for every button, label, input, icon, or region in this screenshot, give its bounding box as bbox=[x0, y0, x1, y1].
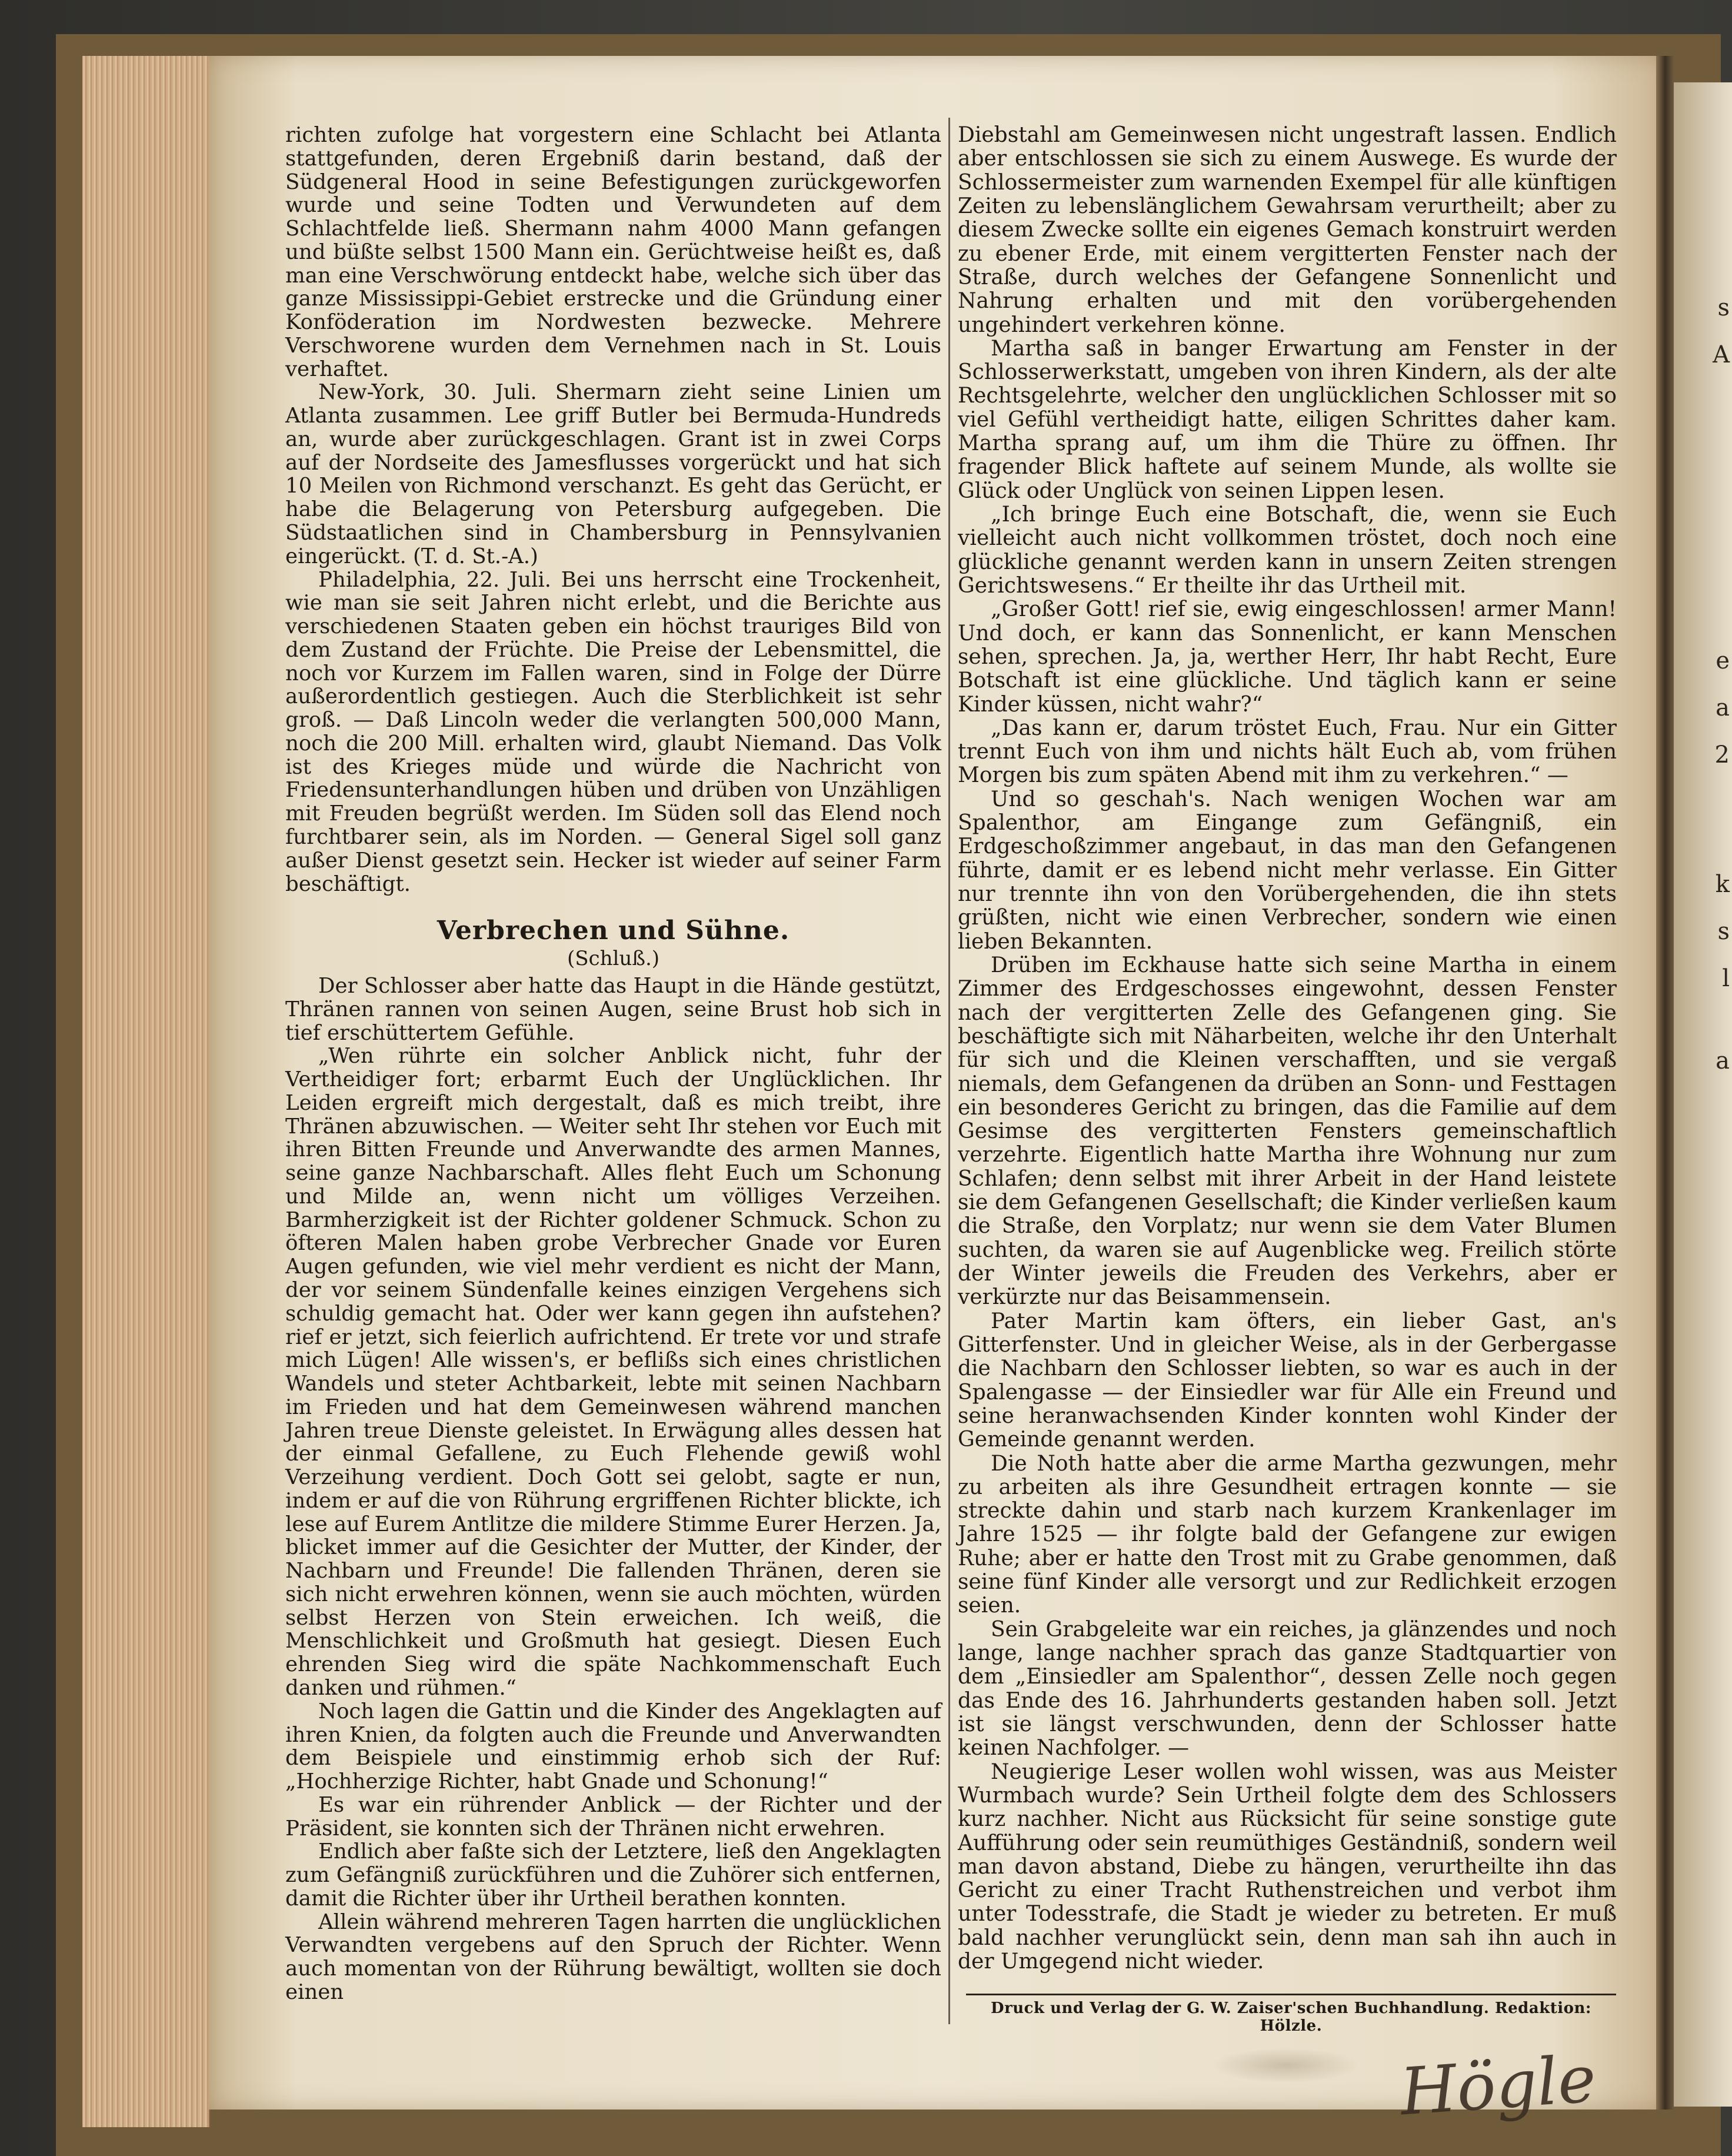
column-divider bbox=[948, 118, 950, 2024]
paragraph: New-York, 30. Juli. Shermarn zieht seine Linien um Atlanta zusammen. Lee griff Butler bei Bermuda-Hundreds an, wurde aber zurückgeschlagen. Grant ist in zwei Corps auf der Nordseite des Jamesflusses vorgerückt und hat sich 10 Meilen von Richmond verschanzt. Es geht das Gerücht, er habe die Belagerung von Petersburg aufgegeben. Die Südstaatlichen sind in Chambersburg in Pennsylvanien eingerückt. (T. d. St.-A.) bbox=[285, 380, 941, 568]
next-page-fragment: A bbox=[1713, 341, 1730, 368]
article-subheading: (Schluß.) bbox=[567, 947, 660, 971]
paragraph: Neugierige Leser wollen wohl wissen, was aus Meister Wurmbach wurde? Sein Urtheil folgte dem des Schlossers kurz nachher. Nicht aus Rücksicht für seine sonstige gute Aufführung oder sein reumüthiges Geständniß, sondern weil man davon abstand, Diebe zu hängen, verurtheilte ihn das Gericht zu einer Tracht Ruthenstreichen und verbot ihm unter Todesstrafe, die Stadt je wieder zu betreten. Er muß bald nachher verunglückt sein, denn man sah ihn auch in der Umgegend nicht wieder. bbox=[958, 1759, 1617, 1974]
paragraph: Es war ein rührender Anblick — der Richter und der Präsident, sie konnten sich der Thränen nicht erwehren. bbox=[285, 1792, 941, 1841]
next-page-fragment: a bbox=[1716, 694, 1730, 721]
paragraph: Drüben im Eckhause hatte sich seine Martha in einem Zimmer des Erdgeschosses eingewohnt, dessen Fenster nach der vergitterten Zelle des Gefangenen ging. Sie beschäftigte sich mit Näharbeiten, welche ihr den Unterhalt für sich und die Kleinen verschafften, und sie vergaß niemals, dem Gefangenen da drüben an Sonn- und Festtagen ein besonderes Gericht zu bringen, das die Familie auf dem Gesimse des vergitterten Fensters gemeinschaftlich verzehrte. Eigentlich hatte Martha ihre Wohnung nur zum Schlafen; denn selbst mit ihrer Arbeit in der Hand leistete sie dem Gefangenen Gesellschaft; die Kinder verließen kaum die Straße, den Vorplatz; nur wenn sie dem Vater Blumen suchten, da waren sie auf Augenblicke weg. Freilich störte der Winter jeweils die Freuden des Verkehrs, aber er verkürzte nur das Beisammensein. bbox=[958, 953, 1617, 1310]
paragraph: Pater Martin kam öfters, ein lieber Gast, an's Gitterfenster. Und in gleicher Weise, als in der Gerbergasse die Nachbarn den Schlosser liebten, so war es auch in der Spalengasse — der Einsiedler war für Alle ein Freund und seine heranwachsenden Kinder konnten wohl Kinder der Gemeinde genannt werden. bbox=[958, 1309, 1617, 1452]
paragraph: Der Schlosser aber hatte das Haupt in die Hände gestützt, Thränen rannen von seinen Augen, seine Brust hob sich in tief erschüttertem Gefühle. bbox=[285, 974, 941, 1045]
paragraph: „Wen rührte ein solcher Anblick nicht, fuhr der Vertheidiger fort; erbarmt Euch der Unglücklichen. Ihr Leiden ergreift mich dergestalt, daß es mich treibt, ihre Thränen abzuwischen. — Weiter seht Ihr stehen vor Euch mit ihren Bitten Freunde und Anverwandte des armen Mannes, seine ganze Nachbarschaft. Alles fleht Euch um Schonung und Milde an, wenn nicht um völliges Verzeihen. Barmherzigkeit ist der Richter goldener Schmuck. Schon zu öfteren Malen haben grobe Verbrecher Gnade vor Euren Augen gefunden, wie viel mehr verdient es nicht der Mann, der vor seinem Sündenfalle keines einzigen Vergehens sich schuldig gemacht hat. Oder wer kann gegen ihn aufstehen? rief er jetzt, sich feierlich aufrichtend. Er trete vor und strafe mich Lügen! Alle wissen's, er beflißs sich eines christlichen Wandels und steter Achtbarkeit, lebte mit seinen Nachbarn im Frieden und hat dem Gemeinwesen während manchen Jahren treue Dienste geleistet. In Erwägung alles dessen hat der einmal Gefallene, zu Euch Flehende gewiß wohl Verzeihung verdient. Doch Gott sei gelobt, sagte er nun, indem er auf die von Rührung ergriffenen Richter blickte, ich lese auf Eurem Antlitze die mildere Stimme Eurer Herzen. Ja, blicket immer auf die Gesichter der Mutter, der Kinder, der Nachbarn und Freunde! Die fallenden Thränen, deren sie sich nicht erwehren können, wenn sie auch möchten, würden selbst Herzen von Stein erweichen. Ich weiß, die Menschlichkeit und Großmuth hat gesiegt. Diesen Euch ehrenden Sieg wird die späte Nachkommenschaft Euch danken und rühmen.“ bbox=[285, 1044, 941, 1700]
next-page-edge bbox=[1674, 82, 1732, 2107]
paragraph: Martha saß in banger Erwartung am Fenster in der Schlosserwerkstatt, umgeben von ihren Kindern, als der alte Rechtsgelehrte, welcher den unglücklichen Schlosser mit so viel Gefühl vertheidigt hatte, eiligen Schrittes daher kam. Martha sprang auf, um ihm die Thüre zu öffnen. Ihr fragender Blick haftete auf seinem Munde, als wollte sie Glück oder Unglück von seinen Lippen lesen. bbox=[958, 336, 1617, 503]
next-page-fragment: s bbox=[1717, 918, 1730, 945]
handwritten-signature: Högle bbox=[1397, 2041, 1598, 2130]
paragraph: Diebstahl am Gemeinwesen nicht ungestraft lassen. Endlich aber entschlossen sie sich zu einem Auswege. Es wurde der Schlossermeister zum warnenden Exempel für alle künftigen Zeiten zu lebenslänglichem Gewahrsam verurtheilt; aber zu diesem Zwecke sollte ein eigenes Gemach konstruirt werden zu ebener Erde, mit einem vergitterten Fenster nach der Straße, durch welches der Gefangene Sonnenlicht und Nahrung erhalten und mit den vorübergehenden ungehindert verkehren könne. bbox=[958, 123, 1617, 337]
paragraph: Die Noth hatte aber die arme Martha gezwungen, mehr zu arbeiten als ihre Gesundheit ertragen konnte — sie streckte dahin und starb nach kurzem Krankenlager im Jahre 1525 — ihr folgte bald der Gefangene zur ewigen Ruhe; aber er hatte den Trost mit zu Grabe genommen, daß seine fünf Kinder alle versorgt und zur Redlichkeit erzogen seien. bbox=[958, 1451, 1617, 1618]
next-page-fragment: s bbox=[1717, 294, 1730, 321]
next-page-fragment: l bbox=[1722, 965, 1730, 992]
next-page-fragment: e bbox=[1716, 647, 1730, 674]
page-edges bbox=[82, 56, 210, 2127]
next-page-fragment: a bbox=[1716, 1047, 1730, 1074]
imprint-footer: Druck und Verlag der G. W. Zaiser'schen Buchhandlung. Redaktion: Hölzle. bbox=[991, 1999, 1591, 2035]
left-column bbox=[285, 124, 941, 2004]
footer-rule bbox=[966, 1994, 1616, 1995]
next-page-fragment: k bbox=[1715, 871, 1730, 898]
paragraph: Philadelphia, 22. Juli. Bei uns herrscht eine Trockenheit, wie man sie seit Jahren nicht erlebt, und die Berichte aus verschiedenen Staaten geben ein höchst trauriges Bild von dem Zustand der Früchte. Die Preise der Lebensmittel, die noch vor Kurzem im Fallen waren, sind in Folge der Dürre außerordentlich gestiegen. Auch die Sterblichkeit ist sehr groß. — Daß Lincoln weder die verlangten 500,000 Mann, noch die 200 Mill. erhalten wird, glaubt Niemand. Das Volk ist des Krieges müde und würde die Nachricht von Friedensunterhandlungen hüben und drüben von Unzähligen mit Freuden begrüßt werden. Im Süden soll das Elend noch furchtbarer sein, als im Norden. — General Sigel soll ganz außer Dienst gesetzt sein. Hecker ist wieder auf seiner Farm beschäftigt. bbox=[285, 567, 941, 896]
paragraph: Noch lagen die Gattin und die Kinder des Angeklagten auf ihren Knien, da folgten auch die Freunde und Anverwandten dem Beispiele und einstimmig erhob sich der Ruf: „Hochherzige Richter, habt Gnade und Schonung!“ bbox=[285, 1699, 941, 1794]
ink-smudge bbox=[1212, 2048, 1359, 2083]
paragraph: Sein Grabgeleite war ein reiches, ja glänzendes und noch lange, lange nachher sprach das ganze Stadtquartier von dem „Einsiedler am Spalenthor“, dessen Zelle noch gegen das Ende des 16. Jahrhunderts gestanden haben soll. Jetzt ist sie längst verschwunden, denn der Schlosser hatte keinen Nachfolger. — bbox=[958, 1617, 1617, 1761]
paragraph: „Großer Gott! rief sie, ewig eingeschlossen! armer Mann! Und doch, er kann das Sonnenlicht, er kann Menschen sehen, sprechen. Ja, ja, werther Herr, Ihr habt Recht, Eure Botschaft ist eine glückliche. Und täglich kann er seine Kinder küssen, nicht wahr?“ bbox=[958, 597, 1617, 717]
paragraph: Endlich aber faßte sich der Letztere, ließ den Angeklagten zum Gefängniß zurückführen und die Zuhörer sich entfernen, damit die Richter über ihr Urtheil berathen konnten. bbox=[285, 1839, 941, 1911]
paragraph: Allein während mehreren Tagen harrten die unglücklichen Verwandten vergebens auf den Spruch der Richter. Wenn auch momentan von der Rührung bewältigt, wollten sie doch einen bbox=[285, 1909, 941, 2004]
next-page-fragment: 2 bbox=[1714, 741, 1730, 768]
paragraph: „Das kann er, darum tröstet Euch, Frau. Nur ein Gitter trennt Euch von ihm und nichts hält Euch ab, vom frühen Morgen bis zum späten Abend mit ihm zu verkehren.“ — bbox=[958, 716, 1617, 788]
paragraph: Und so geschah's. Nach wenigen Wochen war am Spalenthor, am Eingange zum Gefängniß, ein Erdgeschoßzimmer angebaut, in das man den Gefangenen führte, damit er es lebend nicht mehr verlasse. Ein Gitter nur trennte ihn von den Vorübergehenden, die ihn stets grüßten, nicht wie einen Verbrecher, sondern wie einen lieben Bekannten. bbox=[958, 787, 1617, 954]
paragraph: „Ich bringe Euch eine Botschaft, die, wenn sie Euch vielleicht auch nicht vollkommen tröstet, doch noch eine glückliche genannt werden kann in unsern Zeiten strengen Gerichtswesens.“ Er theilte ihr das Urtheil mit. bbox=[958, 503, 1617, 598]
right-column bbox=[958, 124, 1617, 1974]
article-heading: Verbrechen und Sühne. bbox=[437, 916, 790, 946]
paragraph: richten zufolge hat vorgestern eine Schlacht bei Atlanta stattgefunden, deren Ergebniß darin bestand, daß der Südgeneral Hood in seine Befestigungen zurückgeworfen wurde und seine Todten und Verwundeten auf dem Schlachtfelde ließ. Shermann nahm 4000 Mann gefangen und büßte selbst 1500 Mann ein. Gerüchtweise heißt es, daß man eine Verschwörung entdeckt habe, welche sich über das ganze Mississippi-Gebiet erstrecke und die Gründung einer Konföderation im Nordwesten bezwecke. Mehrere Verschworene wurden dem Vernehmen nach in St. Louis verhaftet. bbox=[285, 123, 941, 381]
book-gutter bbox=[1656, 56, 1674, 2110]
